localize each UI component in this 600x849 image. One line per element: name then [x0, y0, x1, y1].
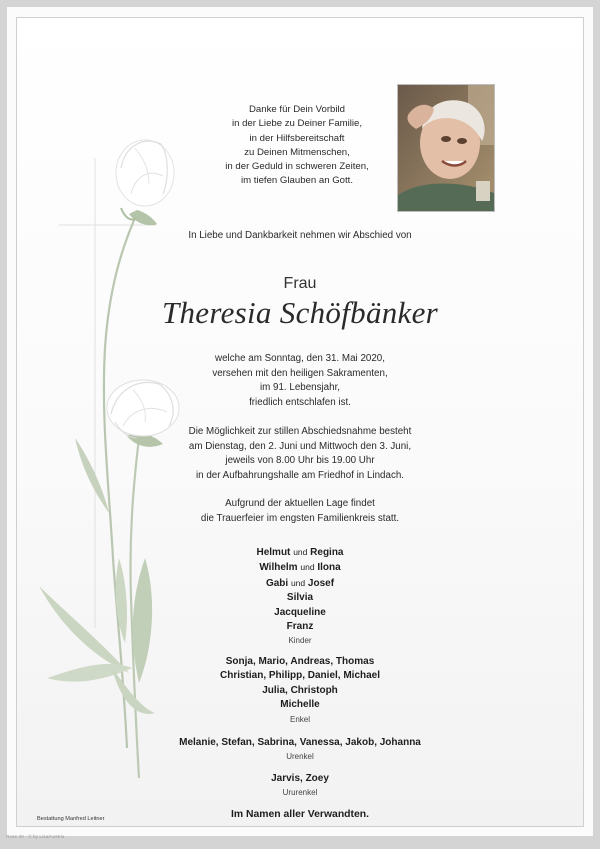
mourners-grandchildren	[17, 655, 583, 727]
upper-rose	[116, 140, 174, 225]
child-name: Silvia	[286, 592, 314, 604]
couple-line: Gabi und Josef	[265, 577, 335, 589]
viewing-line: jeweils von 8.00 Uhr bis 19.00 Uhr	[225, 455, 375, 467]
ceremony-line: Aufgrund der aktuellen Lage findet	[225, 498, 375, 509]
portrait-photo	[397, 84, 495, 212]
funeral-home: Bestattung Manfred Leitner	[37, 816, 105, 822]
portrait-image	[398, 85, 494, 211]
viewing-line: am Dienstag, den 2. Juni und Mittwoch den 3. Juni,	[188, 440, 412, 452]
poem-line: zu Deinen Mitmenschen,	[244, 146, 350, 158]
couple-line: Wilhelm und Ilona	[259, 562, 341, 574]
names-line: Sonja, Mario, Andreas, Thomas	[225, 656, 375, 667]
viewing-line: in der Aufbahrungshalle am Friedhof in Lindach.	[195, 469, 405, 481]
names-line: Jarvis, Zoey	[271, 773, 329, 784]
names-line: Melanie, Stefan, Sabrina, Vanessa, Jakob, Johanna	[179, 737, 421, 748]
relation-label: Urenkel	[286, 752, 314, 762]
mourners-great-grandchildren	[17, 736, 583, 765]
mourners-children	[17, 545, 583, 649]
memorial-poem	[197, 103, 397, 189]
poem-line: in der Hilfsbereitschaft	[249, 132, 345, 144]
closing-line: Im Namen aller Verwandten.	[230, 809, 369, 820]
obituary-frame	[16, 17, 584, 827]
relation-label: Enkel	[289, 714, 310, 724]
death-notice-line: versehen mit den heiligen Sakramenten,	[212, 367, 388, 379]
deceased-name: Theresia Schöfbänker	[161, 295, 439, 330]
farewell-intro: In Liebe und Dankbarkeit nehmen wir Abschied von	[188, 230, 412, 241]
relation-label: Kinder	[288, 636, 312, 646]
salutation: Frau	[283, 275, 317, 292]
names-line: Christian, Philipp, Daniel, Michael	[219, 670, 381, 682]
poem-line: Danke für Dein Vorbild	[249, 104, 345, 115]
ceremony-line: die Trauerfeier im engsten Familienkreis statt.	[200, 512, 400, 524]
ceremony-notice	[17, 497, 583, 526]
obituary-page	[7, 7, 593, 836]
names-line: Michelle	[280, 699, 320, 711]
child-name: Franz	[286, 621, 314, 633]
names-line: Julia, Christoph	[262, 684, 338, 696]
viewing-info	[17, 425, 583, 483]
death-notice	[17, 352, 583, 410]
viewing-line: Die Möglichkeit zur stillen Abschiedsnahme besteht	[188, 426, 412, 437]
death-notice-line: im 91. Lebensjahr,	[259, 382, 341, 394]
poem-line: im tiefen Glauben an Gott.	[241, 175, 353, 187]
poem-line: in der Liebe zu Deiner Familie,	[231, 118, 363, 130]
death-notice-line: friedlich entschlafen ist.	[249, 396, 351, 408]
death-notice-line: welche am Sonntag, den 31. Mai 2020,	[215, 353, 385, 364]
mourners-great-great-grandchildren	[17, 772, 583, 801]
image-credit: Rose 36 · © by Lisa/Austria	[6, 835, 65, 840]
couple-line: Helmut und Regina	[256, 547, 344, 558]
child-name: Jacqueline	[274, 606, 326, 618]
poem-line: in der Geduld in schweren Zeiten,	[225, 161, 369, 173]
relation-label: Ururenkel	[282, 788, 318, 798]
